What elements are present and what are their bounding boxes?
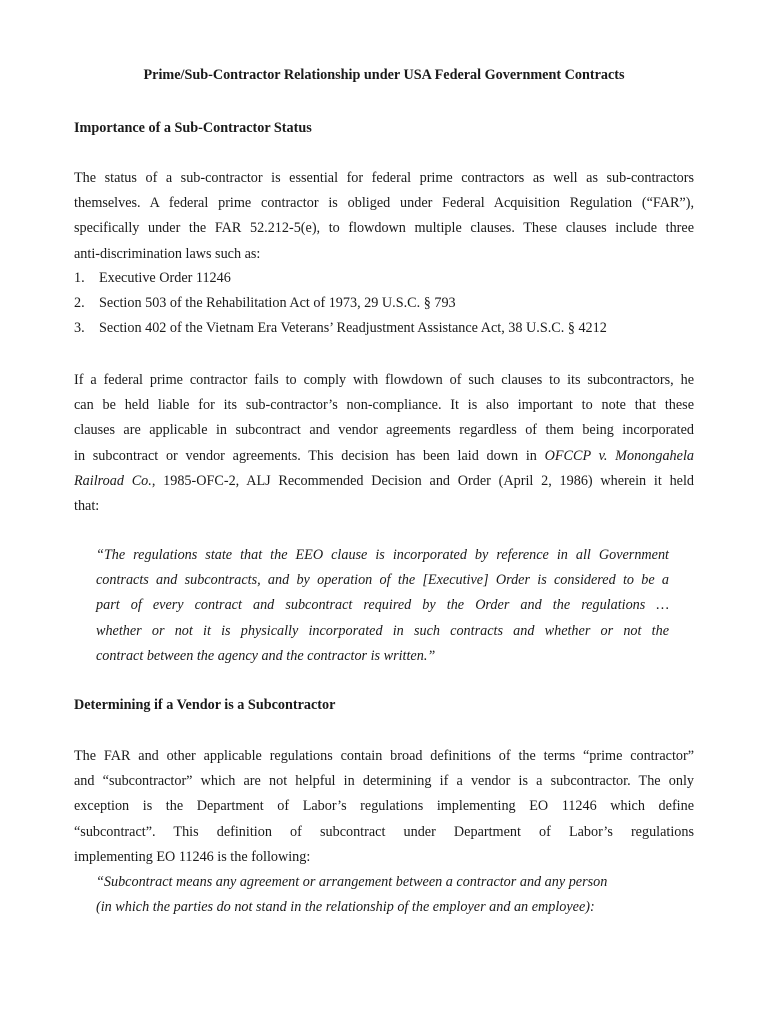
- paragraph-line: implementing EO 11246 is the following:: [74, 848, 311, 865]
- list-item-text: Section 402 of the Vietnam Era Veterans’ Readjustment Assistance Act, 38 U.S.C. § 4212: [99, 320, 607, 337]
- list-item: [74, 266, 694, 291]
- list-item-number: 1.: [74, 270, 85, 286]
- subcontract-definition-quote: [96, 870, 696, 920]
- anti-discrimination-laws-list: [74, 266, 694, 342]
- list-item: [74, 316, 694, 341]
- case-citation: Railroad Co.: [74, 472, 152, 489]
- section-heading-importance: Importance of a Sub-Contractor Status: [74, 120, 312, 136]
- paragraph-line: can be held liable for its sub-contractor’s non-compliance. It is also important to note that these: [74, 397, 694, 414]
- paragraph-line: If a federal prime contractor fails to comply with flowdown of such clauses to its subcontractors, he: [74, 372, 694, 388]
- list-item: [74, 291, 694, 316]
- quote-line: part of every contract and subcontract required by the Order and the regulations …: [96, 597, 669, 614]
- paragraph-line: and “subcontractor” which are not helpful in determining if a vendor is a subcontractor. The only: [74, 773, 694, 790]
- quote-line: (in which the parties do not stand in the relationship of the employer and an employee):: [96, 899, 595, 916]
- paragraph-line: “subcontract”. This definition of subcontract under Department of Labor’s regulations: [74, 823, 694, 840]
- paragraph-line: anti-discrimination laws such as:: [74, 245, 261, 262]
- paragraph-line: specifically under the FAR 52.212-5(e), to flowdown multiple clauses. These clauses include three: [74, 220, 694, 237]
- list-item-text: Executive Order 11246: [99, 270, 231, 286]
- paragraph-line: clauses are applicable in subcontract and vendor agreements regardless of them being incorporated: [74, 422, 694, 439]
- quote-line: whether or not it is physically incorporated in such contracts and whether or not the: [96, 622, 669, 639]
- case-citation: OFCCP v. Monongahela: [544, 447, 694, 464]
- document-title: Prime/Sub-Contractor Relationship under USA Federal Government Contracts: [143, 67, 625, 83]
- section-heading-determining: Determining if a Vendor is a Subcontractor: [74, 697, 336, 713]
- paragraph-line: exception is the Department of Labor’s regulations implementing EO 11246 which define: [74, 798, 694, 815]
- quote-line: “The regulations state that the EEO clause is incorporated by reference in all Government: [96, 547, 669, 563]
- quote-line: contract between the agency and the contractor is written.”: [96, 647, 436, 664]
- paragraph-line: [74, 444, 694, 469]
- paragraph-line: themselves. A federal prime contractor is obliged under Federal Acquisition Regulation (“FAR”),: [74, 195, 694, 212]
- paragraph-line: The FAR and other applicable regulations contain broad definitions of the terms “prime contractor”: [74, 748, 694, 764]
- liability-paragraph: [74, 368, 694, 519]
- paragraph-line: that:: [74, 498, 100, 515]
- list-item-number: 2.: [74, 295, 85, 312]
- quote-line: contracts and subcontracts, and by operation of the [Executive] Order is considered to be a: [96, 572, 669, 589]
- ofccp-quote: [96, 543, 669, 669]
- intro-paragraph: [74, 166, 694, 267]
- paragraph-line: [74, 469, 694, 494]
- quote-line: “Subcontract means any agreement or arrangement between a contractor and any person: [96, 874, 608, 890]
- definitions-paragraph: [74, 744, 694, 870]
- list-item-text: Section 503 of the Rehabilitation Act of 1973, 29 U.S.C. § 793: [99, 295, 456, 312]
- list-item-number: 3.: [74, 320, 85, 337]
- paragraph-text: , 1985-OFC-2, ALJ Recommended Decision and Order (April 2, 1986) wherein it held: [151, 472, 694, 489]
- paragraph-line: The status of a sub-contractor is essential for federal prime contractors as well as sub-contractors: [74, 170, 694, 186]
- paragraph-text: in subcontract or vendor agreements. This decision has been laid down in: [74, 447, 545, 464]
